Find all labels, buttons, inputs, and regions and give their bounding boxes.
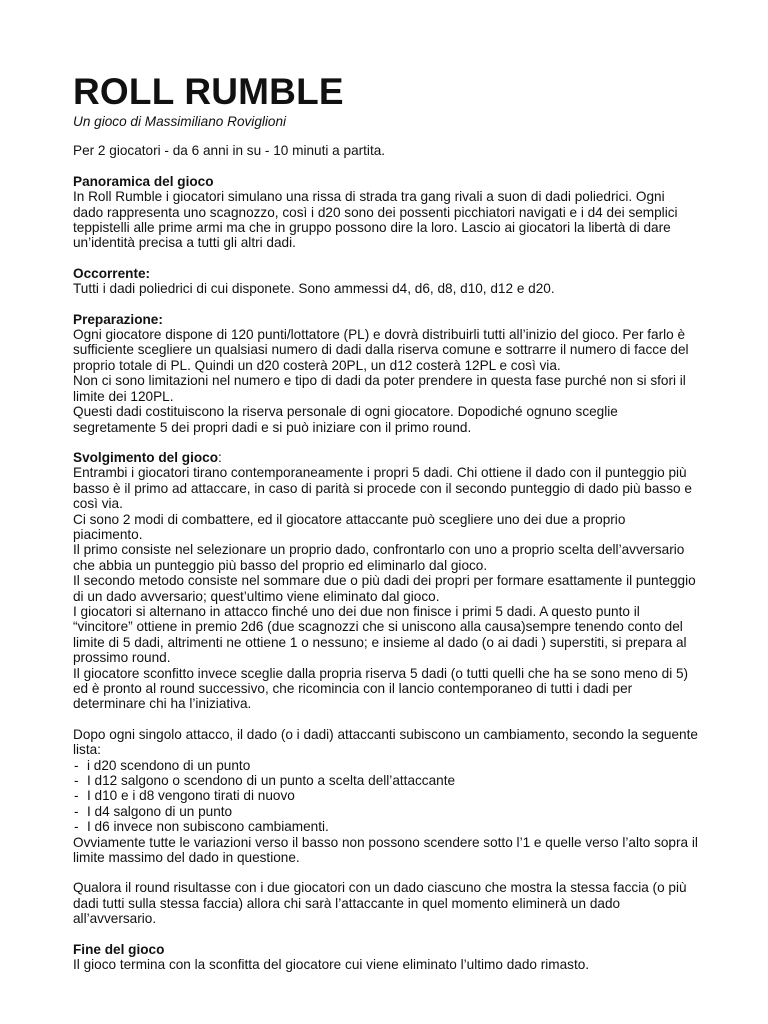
- setup-heading: Preparazione:: [73, 311, 163, 327]
- overview-section: [73, 174, 698, 251]
- changes-outro: Ovviamente tutte le variazioni verso il basso non possono scendere sotto l’1 e quelle verso l’alto sopra il limite massimo del dado in questione.: [73, 834, 698, 866]
- required-text: Tutti i dadi poliedrici di cui disponete. Sono ammessi d4, d6, d8, d10, d12 e d20.: [73, 281, 555, 297]
- gameplay-heading-colon: :: [218, 449, 222, 465]
- author-subtitle: Un gioco di Massimiliano Roviglioni: [73, 114, 287, 129]
- gameplay-paragraph: Il secondo metodo consiste nel sommare due o più dadi dei propri per formare esattamente il punteggio di un dado avversario; quest’ultimo viene eliminato dal gioco.: [73, 573, 696, 604]
- player-info: Per 2 giocatori - da 6 anni in su - 10 minuti a partita.: [73, 143, 386, 159]
- list-item: - I d4 salgono di un punto: [73, 804, 698, 819]
- changes-intro: Dopo ogni singolo attacco, il dado (o i dadi) attaccanti subiscono un cambiamento, secondo la seguente lista:: [73, 726, 698, 758]
- setup-paragraph: Questi dadi costituiscono la riserva personale di ogni giocatore. Dopodiché ognuno sceglie segretamente 5 dei propri dadi e si può iniziare con il primo round.: [73, 404, 618, 435]
- setup-section: [73, 312, 698, 435]
- changes-section: [73, 727, 698, 866]
- end-section: [73, 942, 698, 973]
- document-title: ROLL RUMBLE: [73, 71, 344, 112]
- end-text: Il gioco termina con la sconfitta del giocatore cui viene eliminato l’ultimo dado rimasto.: [73, 957, 590, 973]
- end-heading: Fine del gioco: [73, 941, 165, 957]
- overview-heading: Panoramica del gioco: [73, 173, 214, 189]
- gameplay-paragraph: Il giocatore sconfitto invece sceglie dalla propria riserva 5 dadi (o tutti quelli che ha se sono meno di 5) ed è pronto al round successivo, che ricomincia con il lancio contemporaneo di tutti i dadi per determinare chi ha l’iniziativa.: [73, 665, 689, 712]
- list-item: - I d10 e i d8 vengono tirati di nuovo: [73, 788, 698, 803]
- gameplay-paragraph: Ci sono 2 modi di combattere, ed il giocatore attaccante può scegliere uno dei due a proprio piacimento.: [73, 511, 626, 542]
- tie-text: Qualora il round risultasse con i due giocatori con un dado ciascuno che mostra la stessa faccia (o più dadi tutti sulla stessa faccia) allora chi sarà l’attaccante in quel momento eliminerà un dado all’avversario.: [73, 880, 687, 927]
- gameplay-heading-text: Svolgimento del gioco: [73, 449, 219, 465]
- gameplay-paragraph: Il primo consiste nel selezionare un proprio dado, confrontarlo con uno a proprio scelta dell’avversario che abbia un punteggio più basso del proprio ed eliminarlo dal gioco.: [73, 542, 685, 573]
- changes-list: [73, 758, 698, 835]
- overview-text: In Roll Rumble i giocatori simulano una rissa di strada tra gang rivali a suon di dadi poliedrici. Ogni dado rappresenta uno scagnozzo, così i d20 sono dei possenti picchiatori navigati e i d4 dei semplici teppistelli alle prime armi ma che in gruppo possono dire la loro. Lascio ai giocatori la libertà di dare un’identità precisa a tutti gli altri dadi.: [73, 189, 678, 251]
- gameplay-heading: [73, 450, 698, 465]
- setup-paragraph: Ogni giocatore dispone di 120 punti/lottatore (PL) e dovrà distribuirli tutti all’inizio del gioco. Per farlo è sufficiente scegliere un qualsiasi numero di dadi dalla riserva comune e sottrarre il numero di facce del proprio totale di PL. Quindi un d20 costerà 20PL, un d12 costerà 12PL e così via.: [73, 327, 689, 373]
- list-item: - I d6 invece non subiscono cambiamenti.: [73, 819, 698, 834]
- list-item: - i d20 scendono di un punto: [73, 758, 698, 773]
- setup-paragraph: Non ci sono limitazioni nel numero e tipo di dadi da poter prendere in questa fase purché non si sfori il limite dei 120PL.: [73, 373, 686, 404]
- gameplay-paragraph: I giocatori si alternano in attacco finché uno dei due non finisce i primi 5 dadi. A questo punto il “vincitore” ottiene in premio 2d6 (due scagnozzi che si uniscono alla causa)sempre tenendo conto del limite di 5 dadi, altrimenti ne ottiene 1 o nessuno; e insieme al dado (o ai dadi ) superstiti, si prepara al prossimo round.: [73, 603, 687, 666]
- list-item: - I d12 salgono o scendono di un punto a scelta dell’attaccante: [73, 773, 698, 788]
- required-section: [73, 266, 698, 297]
- required-heading: Occorrente:: [73, 265, 151, 281]
- tie-section: [73, 880, 698, 926]
- gameplay-paragraph: Entrambi i giocatori tirano contemporaneamente i propri 5 dadi. Chi ottiene il dado con il punteggio più basso è il primo ad attaccare, in caso di parità si procede con il secondo punteggio di dado più basso e così via.: [73, 465, 692, 512]
- gameplay-section: [73, 450, 698, 712]
